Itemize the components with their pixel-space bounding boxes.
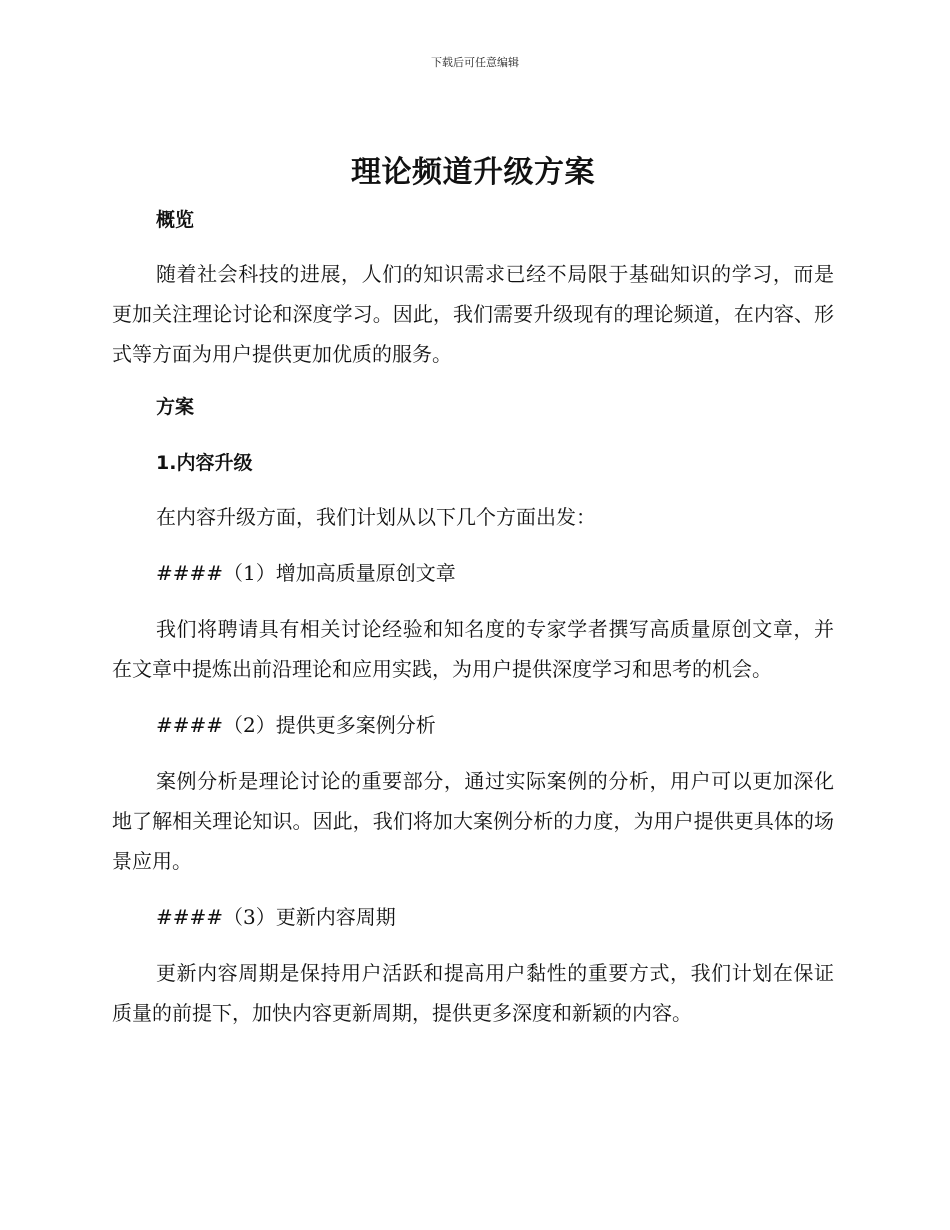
overview-heading: 概览 bbox=[156, 209, 195, 231]
item-1-paragraph: 我们将聘请具有相关讨论经验和知名度的专家学者撰写高质量原创文章，并在文章中提炼出前沿理论和应用实践，为用户提供深度学习和思考的机会。 bbox=[112, 617, 834, 681]
document-body bbox=[112, 150, 834, 1033]
header-note: 下载后可任意编辑 bbox=[431, 56, 519, 69]
content-upgrade-intro: 在内容升级方面，我们计划从以下几个方面出发： bbox=[156, 505, 596, 529]
item-3-paragraph: 更新内容周期是保持用户活跃和提高用户黏性的重要方式，我们计划在保证质量的前提下，加快内容更新周期，提供更多深度和新颖的内容。 bbox=[112, 961, 834, 1025]
item-1-heading: ####（1）增加高质量原创文章 bbox=[156, 561, 456, 585]
document-title: 理论频道升级方案 bbox=[351, 155, 595, 190]
plan-heading: 方案 bbox=[156, 396, 195, 418]
overview-paragraph: 随着社会科技的进展，人们的知识需求已经不局限于基础知识的学习，而是更加关注理论讨论和深度学习。因此，我们需要升级现有的理论频道，在内容、形式等方面为用户提供更加优质的服务。 bbox=[112, 262, 834, 366]
item-2-heading: ####（2）提供更多案例分析 bbox=[156, 713, 436, 737]
content-upgrade-heading: 1.内容升级 bbox=[156, 452, 253, 474]
item-2-paragraph: 案例分析是理论讨论的重要部分，通过实际案例的分析，用户可以更加深化地了解相关理论知识。因此，我们将加大案例分析的力度，为用户提供更具体的场景应用。 bbox=[112, 769, 834, 873]
item-3-heading: ####（3）更新内容周期 bbox=[156, 905, 396, 929]
